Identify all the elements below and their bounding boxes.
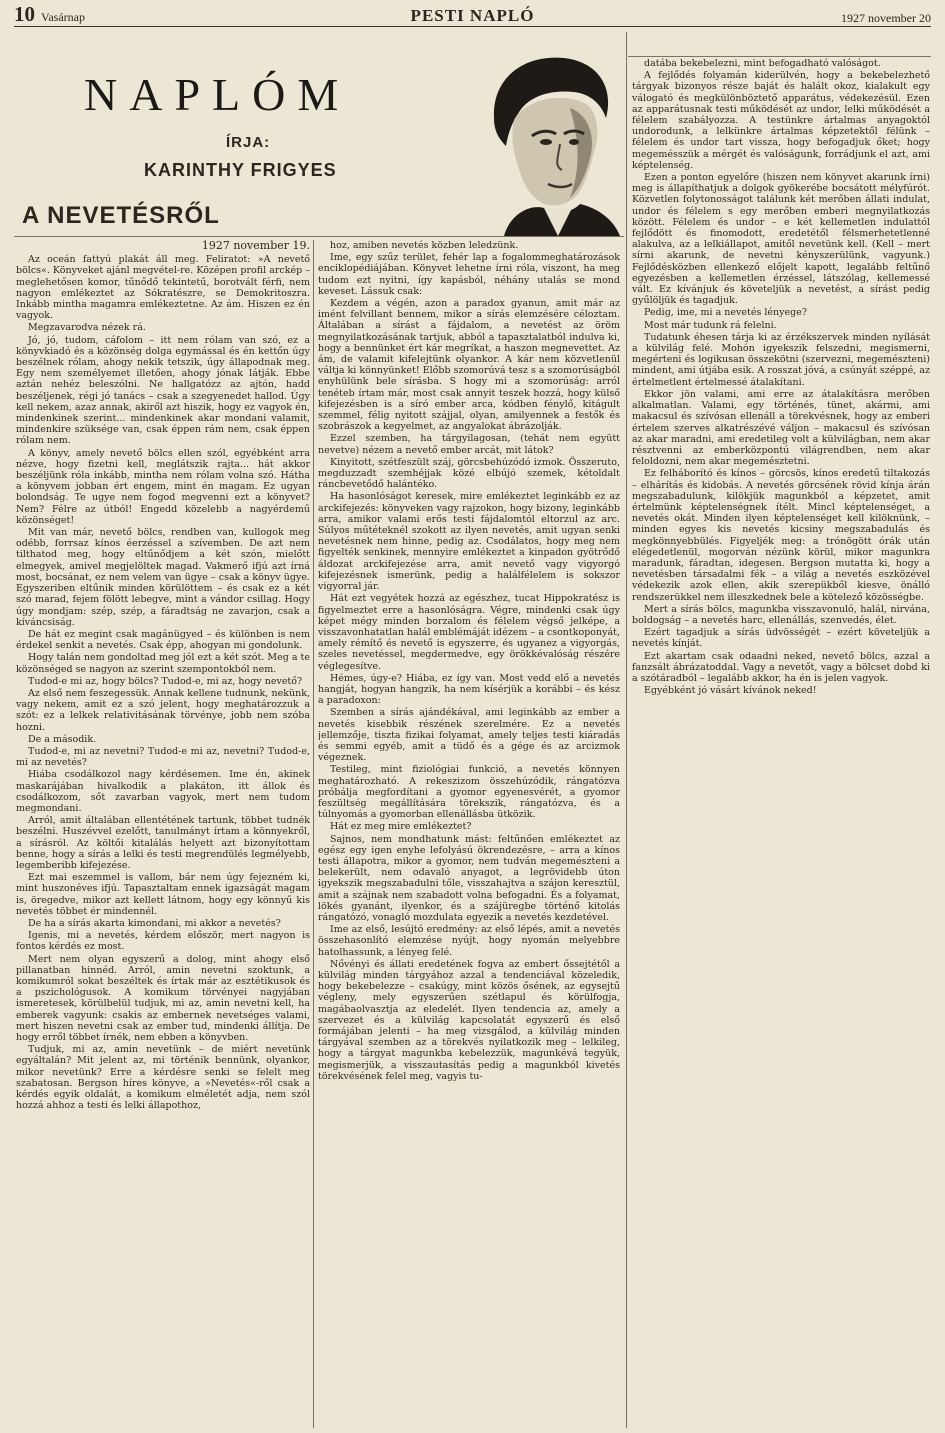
column-1-body	[16, 254, 310, 1111]
article-paragraph: Nővényi és állati eredetének fogva az embert őssejtétől a külvilág minden tárgyához azzal a tendenciával közeledik, hogy bekebelezze – csakúgy, mint közös ősének, az egysejtű végleny, mely egyszerűen szétlapul és körülfogja, magábaolvasztja az eledelét. Ilyen tendencia az, amely a szervezet és a külvilág kapcsolatát egyszerű és első formájában jelenti – ha meg vizsgálod, a külvilág minden tárgyával szemben az a törekvés nyilatkozik meg – lelkileg, hogy a tárgyat magunkba kebelezzük, magunkévá tegyük, megismerjük, a visszautasítás pedig a magunkból kivetés törekvésének felel meg, vagyis tu-	[318, 958, 620, 1082]
article-column-1	[16, 240, 310, 1428]
article-paragraph: Ezt mai eszemmel is vallom, bár nem úgy fejezném ki, mint huszonéves ifjú. Tapasztaltam ennek igazságát magam is, öregedve, mikor azt kellett látnom, hogy egy könnyű kis nevetés többet ér mindennél.	[16, 872, 310, 917]
weekday: Vasárnap	[41, 10, 85, 24]
article-paragraph: Kezdem a végén, azon a paradox gyanun, amit már az imént felvillant bennem, mikor a sírás elemzésére céloztam. Általában a sírást a fájdalom, a nevetést az öröm megnyilatkozásának tartjuk, abból a tapasztalatból indulva ki, hogy a bennünket ért kár megríkat, a haszon megnevettet. Az ám, de valamit kifelejtünk olyankor. A kár nem közvetlenül váltja ki könnyünket! Előbb szomorúvá tesz s a szomorúságból enyhülünk bele sírásba. S hogy mi a szomorúság: arról tenéteb írtam már, most csak annyit teszek hozzá, hogy külső kifejezésben is a síró ember arca, kódben fénylő, kitágult szemmel, félig nyitott szájjal, olyan, amilyennek a festők és szobrászok a kegyelmet, az angyalokat ábrázolják.	[318, 298, 620, 433]
article-paragraph: Ezzel szemben, ha tárgyilagosan, (tehát nem együtt nevetve) nézem a nevető ember arcát, mit látok?	[318, 433, 620, 456]
article-paragraph: Ezt akartam csak odaadni neked, nevető bölcs, azzal a fanzsált ábrázatoddal. Vagy a nevetőt, vagy a bölcset dobd ki a szótáradból – legalább akkor, ha én is jelen vagyok.	[632, 650, 930, 684]
article-paragraph: hoz, amiben nevetés közben leledzünk.	[330, 240, 519, 251]
author-portrait	[474, 48, 624, 236]
article-paragraph: Ekkor jön valami, ami erre az átalakításra merőben alkalmatlan. Valami, egy történés, tünet, akármi, ami makacsul és szívósan ellenáll a törekvésnek, hogy az emberi értelem szerves alkatrészévé váljon – makacsul és szívósan az akar maradni, ami eredetileg volt a külvilágban, nem akar résztvenni az emberközpontú világrendben, nem akar feloldozni, nem akar megemésztetni.	[632, 388, 930, 468]
article-paragraph: Testileg, mint fiziológiai funkció, a nevetés könnyen meghatározható. A rekeszizom összehúzódik, rángatózva próbálja megfordítani a gyomor egyenesvérét, a gyomor feszültség megállítására törekszik, rángatózva, és a túlnyomás a gyomorban ellenállásba ütközik.	[318, 764, 620, 821]
article-paragraph: Arról, amit általában ellentétének tartunk, többet tudnék beszélni. Huszévvel ezelőtt, tanulmányt írtam a könnyekről, a sírásról. Az költői kitalálás helyett azt bizonyítottam benne, hogy a sírás a lelki és testi megrendülés legmélyebb, legemberibb kifejezése.	[16, 815, 310, 871]
article-paragraph: Hémes, úgy-e? Hiába, ez így van. Most vedd elő a nevetés hangját, hogyan hangzik, ha nem kísérjük a korábbi – és kész a paradoxon:	[318, 672, 620, 707]
article-paragraph: Ezen a ponton egyelőre (hiszen nem könyvet akarunk írni) meg is állapíthatjuk a dolgok gyökerébe bocsátott mélyfúrót. Közvetlen folytonosságot találunk két merőben állati indulat, undor és félelem s egy merőben emberi megnyilatkozás között. Félelem és undor – e két kellemetlen indulattól fejlődött és finomodott, eredetétől félsmerhetetlenné alakulva, az a lelkiállapot, amitől nevetünk kell. (Kell – mert sírni akarunk, de nevetni kényszerülünk, vagyunk.) Fejlődésközben ellenkező előjelt kapott, legalább feltűnő egyezésben a kellemetlen érzéssel, látszólag, kellemessé vált. Ez kívánjuk és követeljük a nevetést, a sírást pedig gyűlöljük és tagadjuk.	[632, 172, 930, 307]
article-paragraph: Mit van már, nevető bölcs, rendben van, kullogok meg odébb, forrsaz kínos éerzéssel a szívemben. De azt nem tilthatod meg, hogy eltűnődjem a két szón, mielőtt elmegyek, amivel megjelöltek magad. Vakmerő ifjú azt írná most, bocsánat, ez nem velem van ügye – csak a könyv ügye. Egyszeriben eltűnik minden körülöttem – és csak ez a két szó marad, fejem fölött lebegve, mint a vándor csillag. Hogy úgy mondjam: szép, szép, a fáradtság ne zavarjon, csak a kíváncsiság.	[16, 527, 310, 628]
article-paragraph: Megzavarodva nézek rá.	[28, 322, 146, 334]
article-paragraph: Tudatunk éhesen tárja ki az érzékszervek minden nyílását a külvilág felé. Mohón igyekszik felszedni, megismerni, megérteni és logikusan összekötni (szervezni, megemészteni) mindent, ami útjába esik. A rosszat jóvá, a csúnyát széppé, az értelmetlent értelmessé átalakítani.	[632, 331, 930, 388]
article-paragraph: De hát ez megint csak magánügyed – és különben is nem érdekel senkit a nevetés. Csak épp, ahogyan mi gondolunk.	[16, 628, 310, 652]
article-paragraph: Hogy talán nem gondoltad meg jól ezt a két szót. Meg a te közönséged se nagyon az szerint szempontokból nem.	[16, 652, 310, 675]
issue-date: 1927 november 20	[841, 11, 931, 25]
article-headline: A NEVETÉSRŐL	[22, 202, 220, 229]
column3-top-rule	[628, 56, 931, 57]
header-rule	[14, 236, 624, 237]
byline-label: ÍRJA:	[226, 134, 271, 151]
page-number-group	[14, 4, 85, 26]
column-rule-2	[626, 32, 627, 1428]
article-paragraph: Az oceán fattyú plakát áll meg. Feliratot: »A nevető bölcs«. Könyveket ajánl megvétel-re. Középen profil arckép – meglehetősen komor, tűnődő tekintetű, borotvált férfi, nem nagyon emlékeztet az Sókratészre, se Demokritoszra. Inkább mintha magamra emlékeztetne. Az ám. Hiszen ez én vagyok.	[16, 254, 310, 322]
article-column-2	[318, 240, 620, 1428]
article-paragraph: Mert a sírás bölcs, magunkba visszavonuló, halál, nirvána, boldogság – a nevetés harc, ellenállás, szenvedés, élet.	[632, 603, 930, 626]
article-paragraph: Ime, egy szűz terület, fehér lap a fogalommeghatározások enciklopédiájában. Könyvet lehetne írni róla, viszont, ha meg tudom ezt nyitni, így kapásból, néhány utalás se mond keveset. Lássuk csak:	[318, 252, 620, 297]
article-paragraph: Kinyitott, szétfeszült száj, görcsbehúzódó izmok. Összeruto, megduzzadt szemhéjjak közé elbújó szemek, kétoldalt ráncbevetődő halántéko.	[318, 456, 620, 491]
article-paragraph: De a második.	[28, 733, 97, 745]
article-paragraph: Ime az első, lesújtó eredmény: az első lépés, amit a nevetés összehasonlító elemzése nyújt, hogy nyomán melyebbre hatolhassunk, a lényeg felé.	[318, 924, 620, 958]
article-paragraph: Jó, jó, tudom, cáfolom – itt nem rólam van szó, ez a könyvkiadó és a közönség dolga egymással és én kettőn úgy beszélnek rólam, ahogy nekik tetszik, úgy állapodnak meg. Egy nem személyemet illetően, ahogy jónak látják. Ebbe aztán nehéz beleszólni. Ne hallgatózz az ajtón, hadd beszéljenek, régi jó tanács – csak a szegyenedet hallod. Úgy kell nekem, azaz annak, akiről azt hiszik, hogy ez vagyok én, mindenkinek szerint... mindenkinek akar mondani valamit, mindenkire szüksége van, csak éppen rám nem, csak éppen rólam nem.	[16, 334, 310, 447]
article-paragraph: Igenis, mi a nevetés, kérdem először, mert nagyon is fontos kérdés ez most.	[16, 930, 310, 953]
article-paragraph: Az első nem feszegessük. Annak kellene tudnunk, nekünk, vagy nekem, amit ez a szó jelent, hogy meghatározzuk a szót: ez a lelkek relativitásának törvénye, jobb nem szóba hozni.	[16, 687, 310, 733]
article-header	[14, 30, 624, 242]
column-rule-1	[313, 240, 314, 1428]
article-paragraph: Hiába csodálkozol nagy kérdésemen. Ime én, akinek maskarájában hivalkodik a plakáton, itt állok és csodálkozom, sőt zavarban vagyok, mert nem tudom megmondani.	[16, 769, 310, 814]
article-paragraph: A könyv, amely nevető bölcs ellen szól, egyébként arra nézve, hogy fizetni kell, meglátszik rajta... hát akkor beszéljünk róla inkább, mintha nem rólam volna szó. Hátha a könyvem jobban ért engem, mint én magam. Ez ugyan bolondság. Te ugye nem fogod megvenni ezt a könyvet? Nem? Félre az útból! Engedd közelebb a nagyérdemű közönséget!	[16, 447, 310, 526]
article-paragraph: Szemben a sírás ajándékával, ami leginkább az ember a nevetés kisebbik részének szerelmére. Ez a nevetés jellemzője, tiszta fizikai folyamat, amely teljes testi kiáradás és semmi egyéb, amit a tüdő és a gége és az arcizmok végeznek.	[318, 707, 620, 764]
article-column-3	[632, 58, 930, 1428]
article-paragraph: De ha a sírás akarta kimondani, mi akkor a nevetés?	[28, 917, 281, 929]
newspaper-name: PESTI NAPLÓ	[410, 6, 535, 25]
article-paragraph: Hát ezt vegyétek hozzá az egészhez, tucat Hippokratész is figyelmeztet erre a hasonlóságra. Végre, mindenki csak úgy képet mégy minden borzalom és félelem végső jelképe, a visszavonhatatlan halál emblémáját idézem – a csontkoponyát, amely rémítő és nevető is egyszerre, és ugyanez a vigyorgás, szeles nevetéssel, megdermedve, egy örökkévalóság részére véglegesítve.	[318, 593, 620, 672]
column-3-body	[632, 58, 930, 696]
column-title: NAPLÓM	[84, 69, 351, 120]
article-paragraph: Pedig, ime, mi a nevetés lényege?	[644, 307, 807, 319]
article-paragraph: Ezért tagadjuk a sírás üdvösségét – ezért követeljük a nevetés kínját.	[632, 627, 930, 650]
article-paragraph: Tudjuk, mi az, amin nevetünk – de miért nevetünk egyáltalán? Mit jelent az, mi történik bennünk, olyankor, mikor nevetünk? Erre a kérdésre senki se felelt meg szabatosan. Bergson híres könyve, a »Nevetés«-ről csak a kérdés egyik oldalát, a komikum elméletét adja, nem szól hozzá ahhoz a testi és lelki állapothoz,	[16, 1044, 310, 1112]
article-paragraph: Tudod-e, mi az nevetni? Tudod-e mi az, nevetni? Tudod-e, mi az nevetés?	[16, 745, 310, 769]
article-paragraph: Most már tudunk rá felelni.	[644, 319, 777, 331]
page-number: 10	[14, 2, 35, 26]
column-2-body	[318, 240, 620, 1082]
article-paragraph: Tudod-e mi az, hogy bölcs? Tudod-e, mi az, hogy nevető?	[28, 675, 303, 687]
article-paragraph: Ha hasonlóságot keresek, mire emlékeztet leginkább ez az arckifejezés: könyveken vagy rajzokon, hogy bizony, leginkább arra, amikor valami erős testi fájdalomtól eltorzul az arc. Súlyos műtéteknél szokott az ilyen nevetés, amit ugyan senki nevetésnek nem hinne, pedig az. Csodálatos, hogy meg nem figyelték senkinek, mennyire emlékeztet a kinpadon gyötrődő áldozat arckifejezése arra, amit nevető vagy vigyorgó kifejezésnek ismerünk, pedig a halálfélelem is sokszor vigyorral jár.	[318, 491, 620, 593]
author-name: KARINTHY FRIGYES	[144, 160, 337, 180]
article-paragraph: Hát ez meg mire emlékeztet?	[330, 821, 472, 833]
running-head	[14, 4, 931, 27]
entry-date: 1927 november 19.	[201, 240, 310, 252]
article-paragraph: Mert nem olyan egyszerű a dolog, mint ahogy első pillanatban hinnéd. Arról, amin nevetni szoktunk, a komikumról sokat beszéltek és írtak már az esztétikusok és a pszichológusok. A komikum törvényei nagyjában ismeretesek, körülbelül tudjuk, mi az, amin nevetni kell, ha emberek vagyunk: csakis az embernek nevetséges valami, mert hiszen nevetni csak az ember tud, mindenki állítja. De hogy erről többet írnék, nem ebben a könyvben.	[16, 953, 310, 1044]
article-paragraph: Egyébként jó vásárt kívánok neked!	[644, 685, 817, 697]
article-paragraph: Ez felháborító és kínos – görcsös, kínos eredetű tiltakozás – elhárítás és kidobás. A nevetés görcsének rövid kínja árán megszabadulunk, kilökjük magunkból a képzetet, amit értelmünk képtelenségnek ítélt. Mincl képtelenséget, a nevetés okát. Minden ilyen képtelenséget kell kilöknünk, – minden egyes kis nevetés kicsiny megszabadulás és megkönnyebbülés. Figyeljék meg: a trónögött órák után elégedetlenül, mogorván nézünk körül, mikor magunkra maradunk, fáradtan, idegesen. Bergson mutatta ki, hogy a nevetésben társadalmi fék – a világ a nevetés eszközével védekezik azok ellen, akik szerepükből kiesve, önálló rendszerükkel nem illeszkednek bele a kötelező közösségbe.	[632, 468, 930, 603]
article-paragraph: A fejlődés folyamán kiderülvén, hogy a bekebelezhető tárgyak bizonyos része baját és halált okoz, kialakult egy válogató és megkülönböztető apparátus, védekezésül. Ezen az apparátusnak testi működését az undor, lelki működését a félelem szabályozza. A testünkre ártalmas anyagoktól undorodunk, a lelkünkre ártalmas képzetektől félünk – félelem és undor tart vissza, hogy befogadjuk őket; hogy megemésszük a mérgét és valóságunk, forrádjunk el azt, ami képtelenség.	[632, 70, 930, 171]
article-paragraph: Sajnos, nem mondhatunk mást: feltűnően emlékeztet az egész egy igen enyhe lefolyású ökrendezésre, – arra a kínos testi állapotra, mikor a gyomor, nem tudván megemészteni a belekerült, nem odavaló anyagot, a legrövidebb úton igyekszik megszabadulni tőle, visszahajtva a szájon keresztül, amit a szájnak nem szabadott volna befogadni. És a folyamat, lökés gyanánt, ilyenkor, és a szájüregbe történő kitolás rángatózó, vonagló mozdulata egyezik a nevetés kezdetével.	[318, 833, 620, 923]
article-paragraph: datába bekebelezni, mint befogadható valóságot.	[644, 58, 881, 69]
